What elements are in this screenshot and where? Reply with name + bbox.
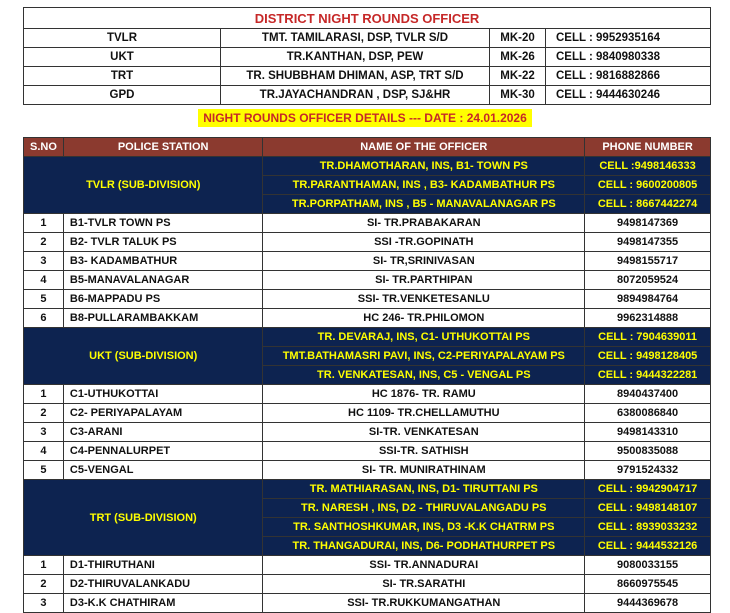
district-officer: TR. SHUBBHAM DHIMAN, ASP, TRT S/D bbox=[221, 67, 490, 86]
district-title: DISTRICT NIGHT ROUNDS OFFICER bbox=[24, 8, 711, 29]
row-officer-name: SSI -TR.GOPINATH bbox=[263, 233, 585, 252]
subdivision-officer-name: TR.PARANTHAMAN, INS , B3- KADAMBATHUR PS bbox=[263, 176, 585, 195]
subdivision-officer-name: TR.PORPATHAM, INS , B5 - MANAVALANAGAR PS bbox=[263, 195, 585, 214]
row-phone-number: 8072059524 bbox=[585, 271, 711, 290]
subdivision-officer-name: TR. THANGADURAI, INS, D6- PODHATHURPET PS bbox=[263, 537, 585, 556]
district-cell: CELL : 9816882866 bbox=[546, 67, 711, 86]
row-police-station: B1-TVLR TOWN PS bbox=[63, 214, 263, 233]
row-police-station: C2- PERIYAPALAYAM bbox=[63, 404, 263, 423]
row-officer-name: SSI-TR. SATHISH bbox=[263, 442, 585, 461]
subdivision-officer-cell: CELL : 9498128405 bbox=[585, 347, 711, 366]
row-sno: 5 bbox=[24, 290, 64, 309]
district-mk: MK-30 bbox=[490, 86, 546, 105]
row-officer-name: SI-TR. VENKATESAN bbox=[263, 423, 585, 442]
district-mk: MK-22 bbox=[490, 67, 546, 86]
row-police-station: D2-THIRUVALANKADU bbox=[63, 575, 263, 594]
row-sno: 3 bbox=[24, 423, 64, 442]
subdivision-officer-cell: CELL :9498146333 bbox=[585, 157, 711, 176]
subdivision-officer-name: TR. VENKATESAN, INS, C5 - VENGAL PS bbox=[263, 366, 585, 385]
district-title-row bbox=[24, 8, 711, 29]
district-mk: MK-26 bbox=[490, 48, 546, 67]
district-cell: CELL : 9840980338 bbox=[546, 48, 711, 67]
subdivision-officer-name: TR.DHAMOTHARAN, INS, B1- TOWN PS bbox=[263, 157, 585, 176]
table-row bbox=[24, 290, 711, 309]
row-phone-number: 9500835088 bbox=[585, 442, 711, 461]
row-officer-name: SSI- TR.VENKETESANLU bbox=[263, 290, 585, 309]
subdivision-officer-name: TMT.BATHAMASRI PAVI, INS, C2-PERIYAPALAYAM PS bbox=[263, 347, 585, 366]
row-phone-number: 9791524332 bbox=[585, 461, 711, 480]
row-phone-number: 9894984764 bbox=[585, 290, 711, 309]
subdivision-officer-cell: CELL : 9444322281 bbox=[585, 366, 711, 385]
table-row bbox=[24, 556, 711, 575]
district-code: TVLR bbox=[24, 29, 221, 48]
row-officer-name: SSI- TR.RUKKUMANGATHAN bbox=[263, 594, 585, 613]
row-sno: 2 bbox=[24, 575, 64, 594]
subdivision-officer-cell: CELL : 9942904717 bbox=[585, 480, 711, 499]
row-phone-number: 6380086840 bbox=[585, 404, 711, 423]
district-code: UKT bbox=[24, 48, 221, 67]
table-row bbox=[24, 594, 711, 613]
row-phone-number: 8660975545 bbox=[585, 575, 711, 594]
district-mk: MK-20 bbox=[490, 29, 546, 48]
subdivision-officer-cell: CELL : 9600200805 bbox=[585, 176, 711, 195]
subdivision-officer-row bbox=[24, 480, 711, 499]
table-row bbox=[24, 252, 711, 271]
col-header-sno: S.NO bbox=[24, 138, 64, 157]
row-phone-number: 9498147369 bbox=[585, 214, 711, 233]
table-row bbox=[24, 423, 711, 442]
district-officer: TR.JAYACHANDRAN , DSP, SJ&HR bbox=[221, 86, 490, 105]
col-header-station: POLICE STATION bbox=[63, 138, 263, 157]
district-officer: TR.KANTHAN, DSP, PEW bbox=[221, 48, 490, 67]
row-phone-number: 9498147355 bbox=[585, 233, 711, 252]
row-phone-number: 9444369678 bbox=[585, 594, 711, 613]
row-officer-name: SI- TR. MUNIRATHINAM bbox=[263, 461, 585, 480]
row-sno: 2 bbox=[24, 404, 64, 423]
district-code: GPD bbox=[24, 86, 221, 105]
district-officer: TMT. TAMILARASI, DSP, TVLR S/D bbox=[221, 29, 490, 48]
row-sno: 3 bbox=[24, 594, 64, 613]
night-rounds-heading bbox=[0, 109, 730, 127]
district-officer-body bbox=[24, 8, 711, 105]
row-police-station: C4-PENNALURPET bbox=[63, 442, 263, 461]
table-row bbox=[24, 385, 711, 404]
row-police-station: D3-K.K CHATHIRAM bbox=[63, 594, 263, 613]
row-phone-number: 9498155717 bbox=[585, 252, 711, 271]
district-row bbox=[24, 67, 711, 86]
row-police-station: C5-VENGAL bbox=[63, 461, 263, 480]
row-officer-name: HC 1876- TR. RAMU bbox=[263, 385, 585, 404]
subdivision-officer-cell: CELL : 9444532126 bbox=[585, 537, 711, 556]
row-police-station: B8-PULLARAMBAKKAM bbox=[63, 309, 263, 328]
row-police-station: B5-MANAVALANAGAR bbox=[63, 271, 263, 290]
district-cell: CELL : 9952935164 bbox=[546, 29, 711, 48]
district-row bbox=[24, 29, 711, 48]
row-sno: 2 bbox=[24, 233, 64, 252]
row-sno: 4 bbox=[24, 271, 64, 290]
table-row bbox=[24, 214, 711, 233]
row-police-station: B2- TVLR TALUK PS bbox=[63, 233, 263, 252]
subdivision-officer-name: TR. DEVARAJ, INS, C1- UTHUKOTTAI PS bbox=[263, 328, 585, 347]
subdivision-officer-name: TR. MATHIARASAN, INS, D1- TIRUTTANI PS bbox=[263, 480, 585, 499]
table-row bbox=[24, 442, 711, 461]
subdivision-officer-name: TR. NARESH , INS, D2 - THIRUVALANGADU PS bbox=[263, 499, 585, 518]
subdivision-label: TVLR (SUB-DIVISION) bbox=[24, 157, 263, 214]
subdivision-officer-cell: CELL : 7904639011 bbox=[585, 328, 711, 347]
district-row bbox=[24, 48, 711, 67]
col-header-officer: NAME OF THE OFFICER bbox=[263, 138, 585, 157]
subdivision-officer-row bbox=[24, 157, 711, 176]
district-code: TRT bbox=[24, 67, 221, 86]
row-sno: 4 bbox=[24, 442, 64, 461]
row-officer-name: SI- TR.PRABAKARAN bbox=[263, 214, 585, 233]
row-phone-number: 8940437400 bbox=[585, 385, 711, 404]
table-row bbox=[24, 271, 711, 290]
row-police-station: B6-MAPPADU PS bbox=[63, 290, 263, 309]
table-row bbox=[24, 404, 711, 423]
row-police-station: C3-ARANI bbox=[63, 423, 263, 442]
row-phone-number: 9962314888 bbox=[585, 309, 711, 328]
row-police-station: B3- KADAMBATHUR bbox=[63, 252, 263, 271]
row-sno: 6 bbox=[24, 309, 64, 328]
subdivision-officer-cell: CELL : 8667442274 bbox=[585, 195, 711, 214]
subdivision-label: TRT (SUB-DIVISION) bbox=[24, 480, 263, 556]
district-row bbox=[24, 86, 711, 105]
col-header-phone: PHONE NUMBER bbox=[585, 138, 711, 157]
night-rounds-body bbox=[24, 157, 711, 613]
row-sno: 3 bbox=[24, 252, 64, 271]
row-officer-name: HC 246- TR.PHILOMON bbox=[263, 309, 585, 328]
row-phone-number: 9080033155 bbox=[585, 556, 711, 575]
row-phone-number: 9498143310 bbox=[585, 423, 711, 442]
table-row bbox=[24, 461, 711, 480]
row-police-station: D1-THIRUTHANI bbox=[63, 556, 263, 575]
row-sno: 5 bbox=[24, 461, 64, 480]
row-officer-name: SSI- TR.ANNADURAI bbox=[263, 556, 585, 575]
row-sno: 1 bbox=[24, 556, 64, 575]
night-rounds-heading-text: NIGHT ROUNDS OFFICER DETAILS --- DATE : 24.01.2026 bbox=[198, 109, 532, 127]
subdivision-officer-name: TR. SANTHOSHKUMAR, INS, D3 -K.K CHATRM PS bbox=[263, 518, 585, 537]
district-officer-table bbox=[23, 7, 711, 105]
subdivision-officer-row bbox=[24, 328, 711, 347]
subdivision-officer-cell: CELL : 9498148107 bbox=[585, 499, 711, 518]
row-sno: 1 bbox=[24, 214, 64, 233]
row-officer-name: SI- TR.PARTHIPAN bbox=[263, 271, 585, 290]
table-row bbox=[24, 233, 711, 252]
row-sno: 1 bbox=[24, 385, 64, 404]
row-police-station: C1-UTHUKOTTAI bbox=[63, 385, 263, 404]
subdivision-label: UKT (SUB-DIVISION) bbox=[24, 328, 263, 385]
district-cell: CELL : 9444630246 bbox=[546, 86, 711, 105]
night-rounds-table bbox=[23, 137, 711, 613]
row-officer-name: SI- TR.SARATHI bbox=[263, 575, 585, 594]
table-row bbox=[24, 309, 711, 328]
row-officer-name: HC 1109- TR.CHELLAMUTHU bbox=[263, 404, 585, 423]
table-header-row bbox=[24, 138, 711, 157]
row-officer-name: SI- TR,SRINIVASAN bbox=[263, 252, 585, 271]
subdivision-officer-cell: CELL : 8939033232 bbox=[585, 518, 711, 537]
